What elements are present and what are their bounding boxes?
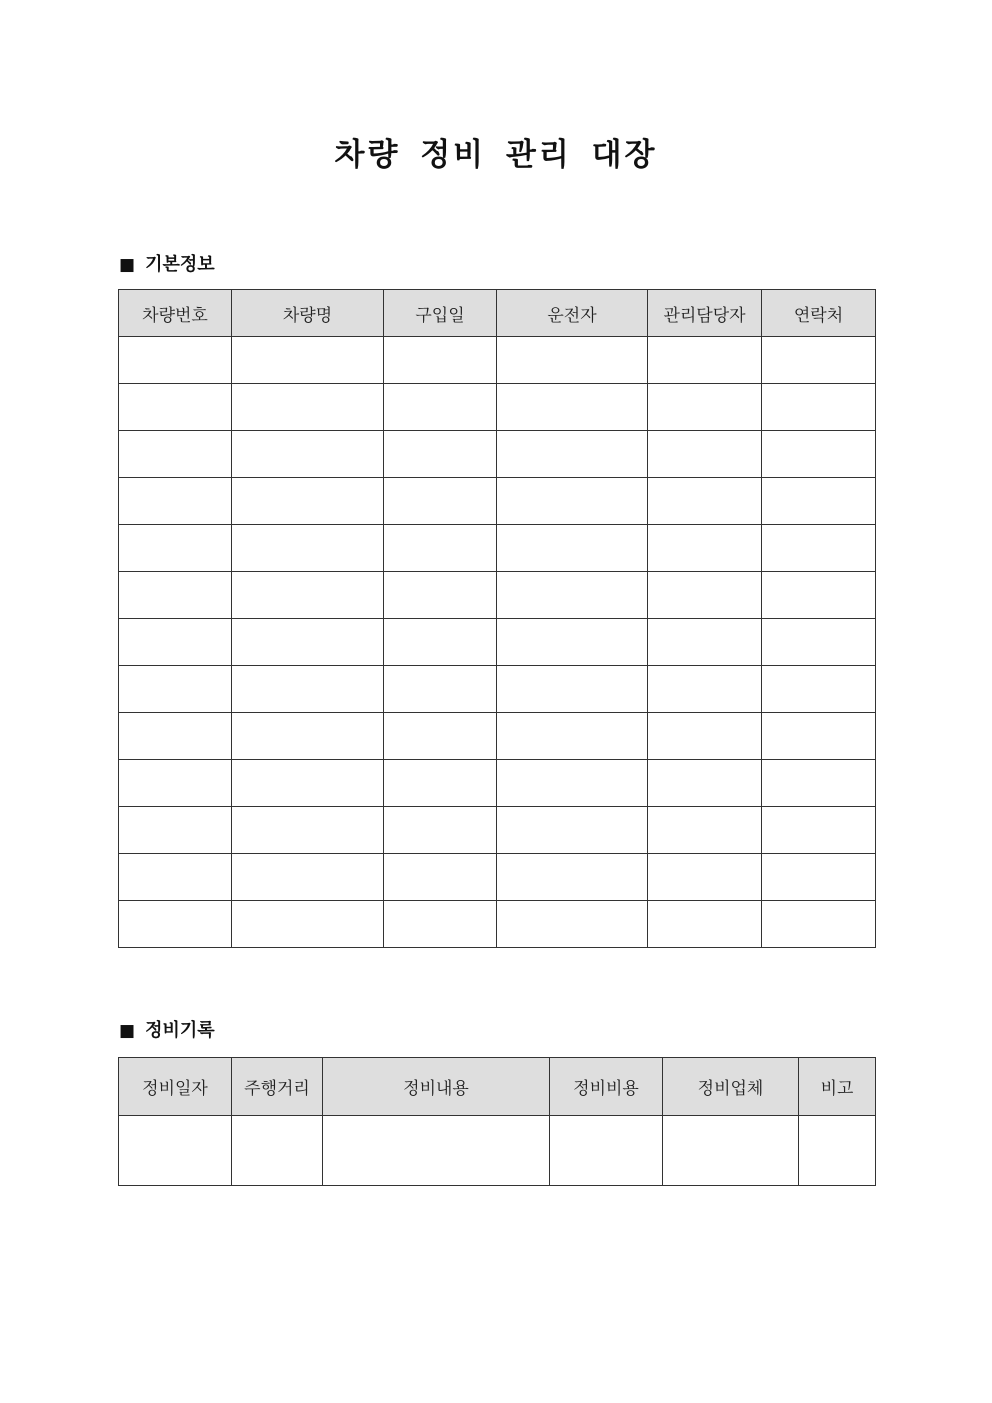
column-header-vehicle-number: 차량번호 — [119, 290, 232, 337]
table-row — [119, 619, 876, 666]
table-cell[interactable] — [119, 854, 232, 901]
table-row — [119, 384, 876, 431]
table-cell[interactable] — [384, 525, 497, 572]
table-cell[interactable] — [762, 572, 876, 619]
table-cell[interactable] — [497, 901, 648, 948]
square-bullet-icon: ■ — [119, 1021, 136, 1041]
table-cell[interactable] — [232, 572, 384, 619]
table-row — [119, 760, 876, 807]
table-row — [119, 572, 876, 619]
table-cell[interactable] — [232, 854, 384, 901]
column-header-manager: 관리담당자 — [648, 290, 762, 337]
column-header-maintenance-details: 정비내용 — [323, 1058, 550, 1116]
table-cell[interactable] — [648, 807, 762, 854]
page-title: 차량 정비 관리 대장 — [334, 137, 658, 173]
table-cell[interactable] — [119, 760, 232, 807]
table-cell[interactable] — [384, 854, 497, 901]
table-cell[interactable] — [648, 478, 762, 525]
table-cell[interactable] — [762, 713, 876, 760]
table-cell[interactable] — [384, 478, 497, 525]
table-cell[interactable] — [762, 431, 876, 478]
column-header-mileage: 주행거리 — [232, 1058, 323, 1116]
table-cell[interactable] — [384, 572, 497, 619]
table-cell[interactable] — [497, 666, 648, 713]
column-header-maintenance-company: 정비업체 — [663, 1058, 799, 1116]
table-cell[interactable] — [648, 760, 762, 807]
table-cell[interactable] — [762, 619, 876, 666]
maintenance-record-heading-label: 정비기록 — [145, 1020, 215, 1041]
table-cell[interactable] — [232, 760, 384, 807]
square-bullet-icon: ■ — [119, 255, 136, 275]
table-cell[interactable] — [648, 854, 762, 901]
table-row — [119, 713, 876, 760]
table-cell[interactable] — [497, 384, 648, 431]
basic-info-heading-label: 기본정보 — [145, 254, 215, 275]
table-cell[interactable] — [648, 431, 762, 478]
table-cell[interactable] — [497, 713, 648, 760]
table-cell[interactable] — [119, 478, 232, 525]
table-cell[interactable] — [648, 666, 762, 713]
table-cell[interactable] — [384, 619, 497, 666]
maintenance-record-heading — [119, 1019, 215, 1043]
column-header-maintenance-date: 정비일자 — [119, 1058, 232, 1116]
table-cell[interactable] — [232, 1116, 323, 1186]
table-cell[interactable] — [232, 337, 384, 384]
table-cell[interactable] — [762, 384, 876, 431]
table-cell[interactable] — [762, 666, 876, 713]
table-cell[interactable] — [384, 666, 497, 713]
maintenance-record-table — [118, 1057, 876, 1186]
table-cell[interactable] — [648, 337, 762, 384]
table-cell[interactable] — [119, 431, 232, 478]
table-cell[interactable] — [119, 1116, 232, 1186]
table-cell[interactable] — [384, 713, 497, 760]
table-cell[interactable] — [497, 807, 648, 854]
table-row — [119, 431, 876, 478]
column-header-remarks: 비고 — [799, 1058, 876, 1116]
table-cell[interactable] — [119, 713, 232, 760]
table-cell[interactable] — [497, 525, 648, 572]
table-row — [119, 337, 876, 384]
table-cell[interactable] — [232, 431, 384, 478]
table-cell[interactable] — [384, 337, 497, 384]
table-cell[interactable] — [497, 431, 648, 478]
table-cell[interactable] — [384, 384, 497, 431]
table-cell[interactable] — [119, 666, 232, 713]
table-cell[interactable] — [119, 619, 232, 666]
table-cell[interactable] — [119, 901, 232, 948]
column-header-driver: 운전자 — [497, 290, 648, 337]
table-cell[interactable] — [119, 807, 232, 854]
table-row — [119, 666, 876, 713]
table-cell[interactable] — [762, 760, 876, 807]
table-cell[interactable] — [232, 713, 384, 760]
table-cell[interactable] — [762, 478, 876, 525]
column-header-vehicle-name: 차량명 — [232, 290, 384, 337]
basic-info-heading — [119, 253, 215, 277]
table-cell[interactable] — [232, 384, 384, 431]
table-cell[interactable] — [762, 337, 876, 384]
table-cell[interactable] — [232, 525, 384, 572]
table-cell[interactable] — [497, 760, 648, 807]
table-cell[interactable] — [799, 1116, 876, 1186]
table-cell[interactable] — [762, 901, 876, 948]
basic-info-header-row — [119, 290, 876, 337]
table-row — [119, 854, 876, 901]
table-cell[interactable] — [762, 807, 876, 854]
table-cell[interactable] — [119, 525, 232, 572]
table-cell[interactable] — [119, 384, 232, 431]
table-cell[interactable] — [232, 666, 384, 713]
table-cell[interactable] — [232, 619, 384, 666]
column-header-contact: 연락처 — [762, 290, 876, 337]
table-cell[interactable] — [232, 478, 384, 525]
table-cell[interactable] — [384, 431, 497, 478]
column-header-maintenance-cost: 정비비용 — [550, 1058, 663, 1116]
table-cell[interactable] — [663, 1116, 799, 1186]
table-cell[interactable] — [497, 337, 648, 384]
table-cell[interactable] — [384, 807, 497, 854]
table-cell[interactable] — [323, 1116, 550, 1186]
table-cell[interactable] — [497, 572, 648, 619]
column-header-purchase-date: 구입일 — [384, 290, 497, 337]
table-cell[interactable] — [648, 384, 762, 431]
table-cell[interactable] — [384, 901, 497, 948]
table-cell[interactable] — [497, 478, 648, 525]
table-cell[interactable] — [550, 1116, 663, 1186]
table-cell[interactable] — [232, 901, 384, 948]
table-cell[interactable] — [384, 760, 497, 807]
table-row — [119, 901, 876, 948]
table-cell[interactable] — [648, 525, 762, 572]
table-cell[interactable] — [762, 525, 876, 572]
maintenance-header-row — [119, 1058, 876, 1116]
table-cell[interactable] — [648, 901, 762, 948]
table-cell[interactable] — [648, 619, 762, 666]
basic-info-table — [118, 289, 876, 948]
table-cell[interactable] — [648, 713, 762, 760]
table-cell[interactable] — [497, 619, 648, 666]
table-cell[interactable] — [762, 854, 876, 901]
table-cell[interactable] — [232, 807, 384, 854]
table-cell[interactable] — [119, 337, 232, 384]
table-cell[interactable] — [497, 854, 648, 901]
table-row — [119, 478, 876, 525]
table-cell[interactable] — [648, 572, 762, 619]
table-row — [119, 807, 876, 854]
table-row — [119, 1116, 876, 1186]
table-row — [119, 525, 876, 572]
table-cell[interactable] — [119, 572, 232, 619]
